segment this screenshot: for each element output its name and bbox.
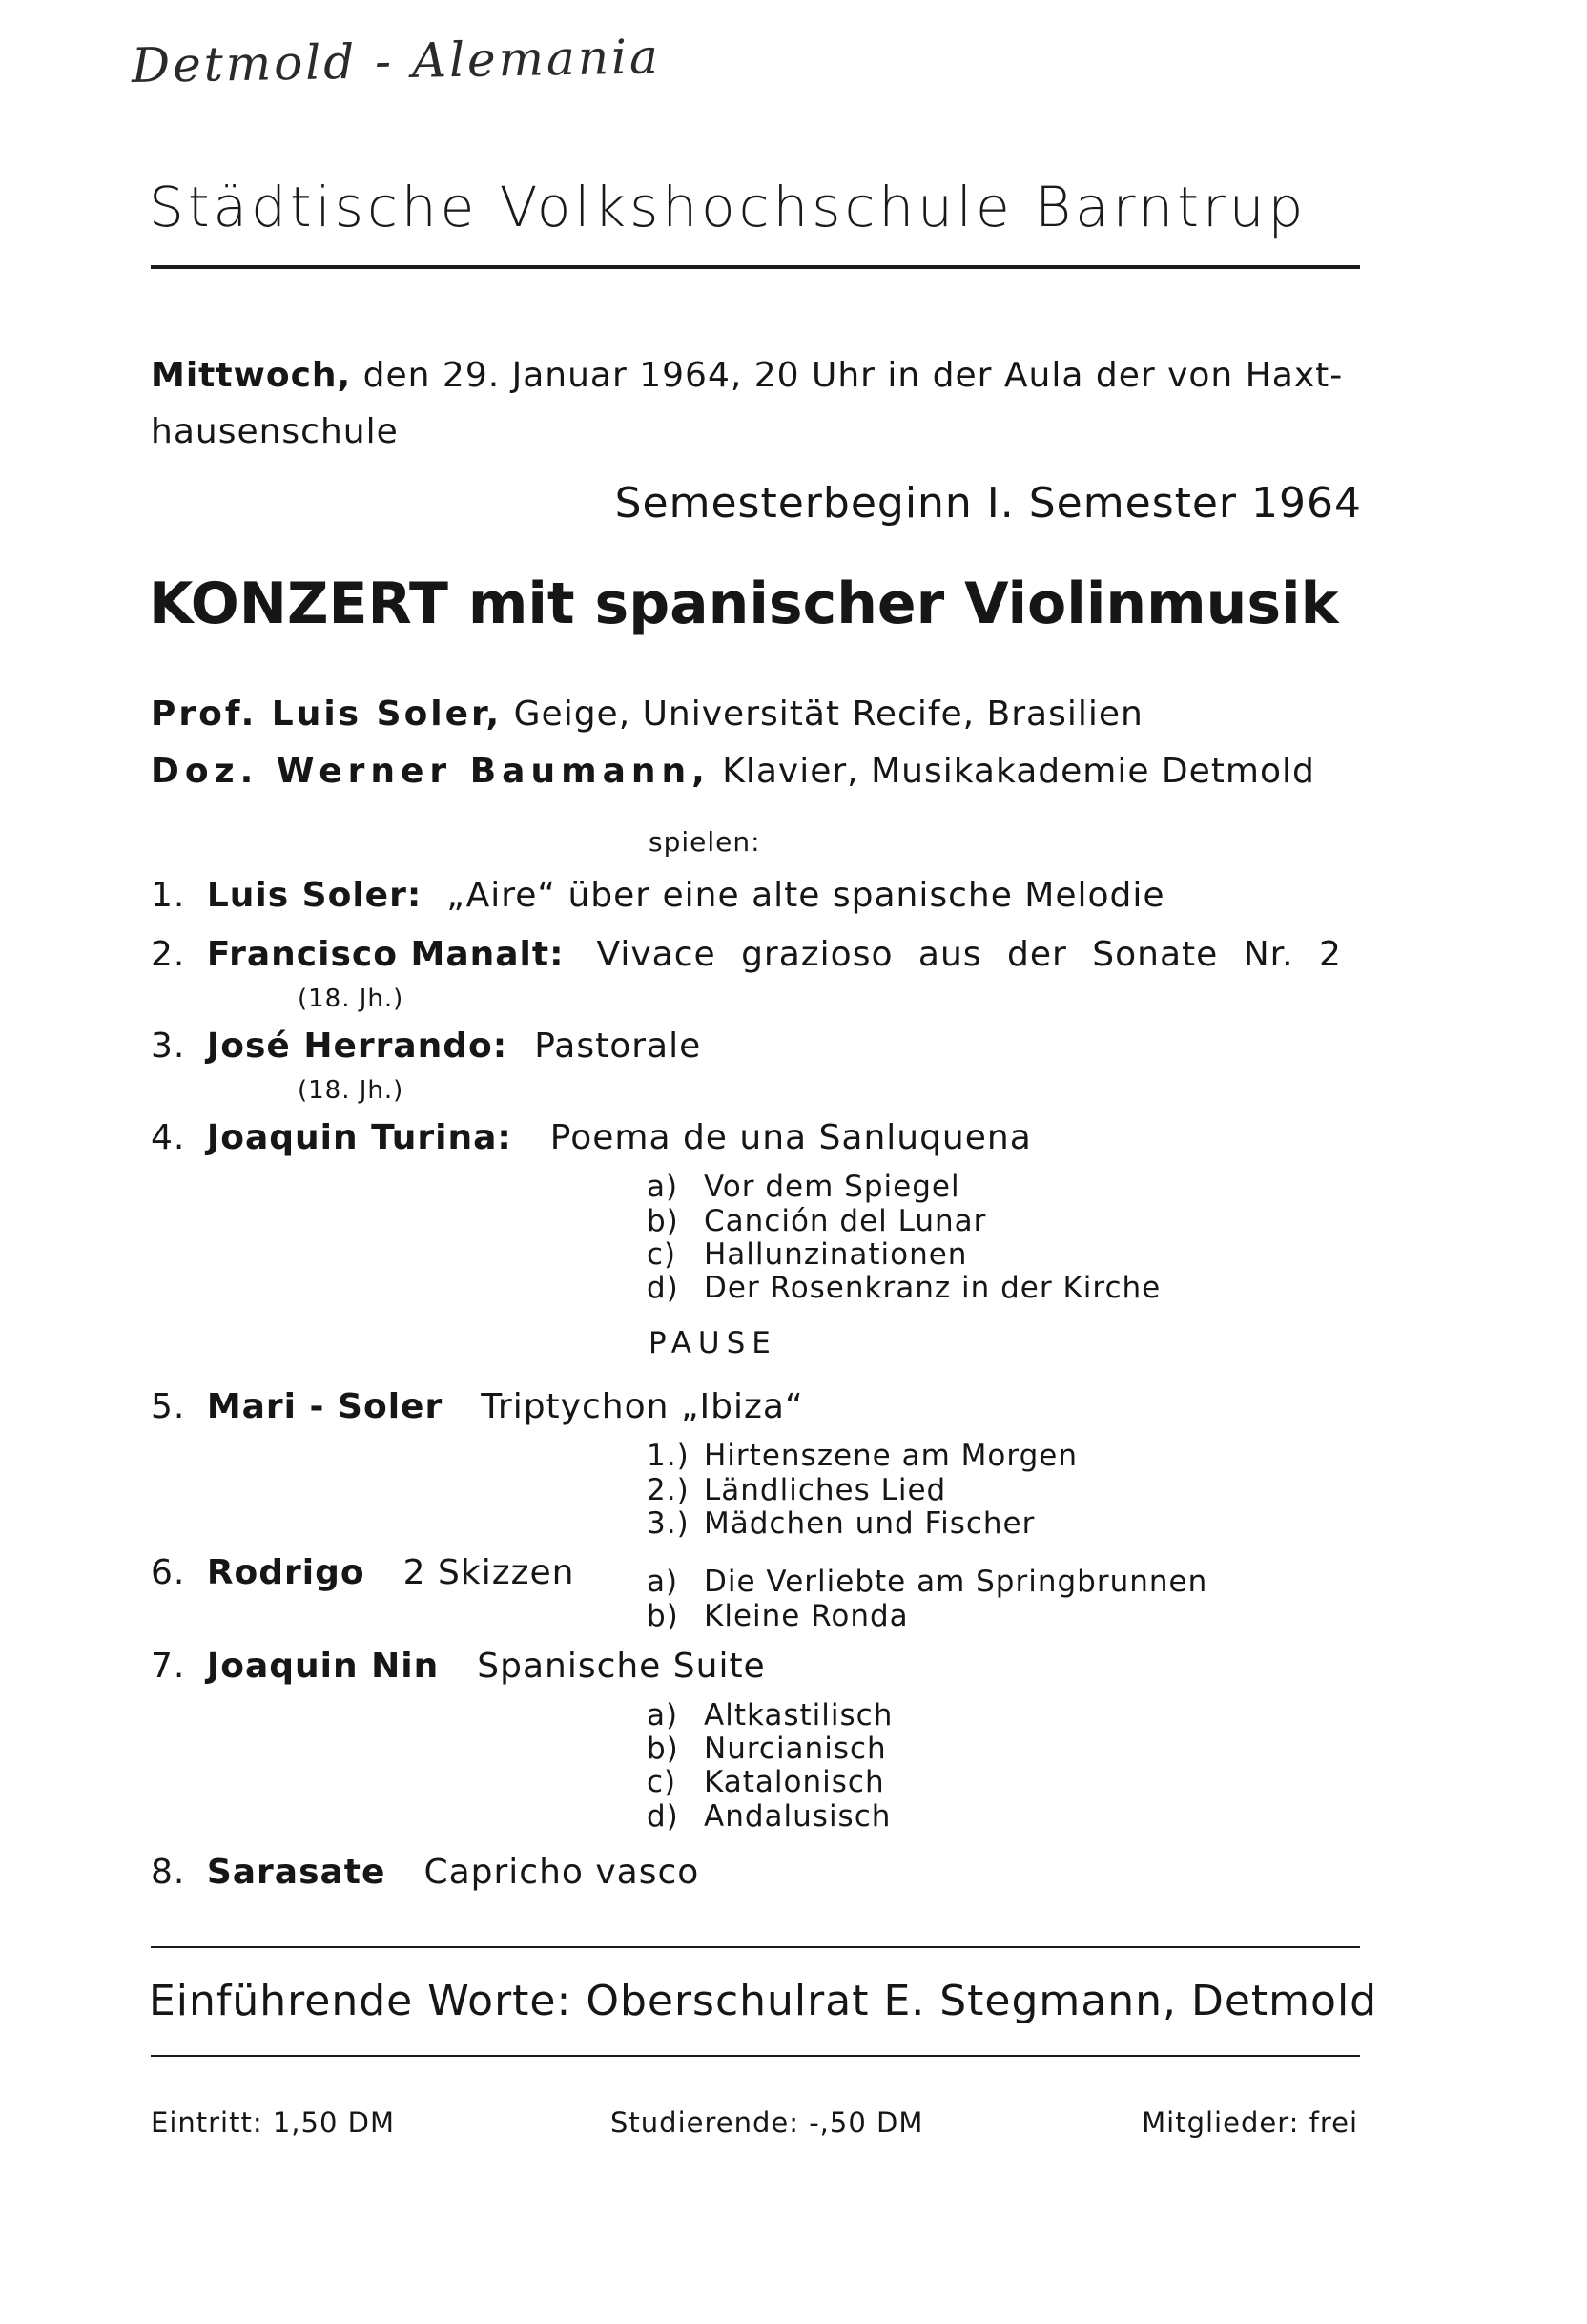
event-venue: hausenschule: [151, 412, 399, 451]
intro-line: Einführende Worte: Oberschulrat E. Stegmann, Detmold: [149, 1977, 1378, 2025]
item-7-part: [647, 1765, 885, 1799]
part-label: c): [647, 1237, 677, 1272]
page-title: Städtische Volkshochschule Barntrup: [149, 175, 1308, 239]
item-work: Vivace grazioso aus der Sonate Nr. 2: [596, 935, 1342, 974]
item-4-part: [647, 1237, 967, 1272]
semester-line: Semesterbeginn I. Semester 1964: [614, 479, 1362, 528]
item-7-part: [647, 1698, 893, 1733]
part-text: Altkastilisch: [704, 1698, 894, 1733]
item-4-part: [647, 1170, 960, 1204]
item-work: Capricho vasco: [423, 1853, 700, 1892]
item-work: Triptychon „Ibiza“: [481, 1387, 804, 1426]
item-composer: Joaquin Nin: [206, 1647, 440, 1686]
item-composer: Mari - Soler: [206, 1387, 443, 1426]
concert-title: KONZERT mit spanischer Violinmusik: [149, 571, 1339, 637]
program-item-3: [151, 1027, 701, 1066]
item-5-part: [647, 1439, 1078, 1473]
item-number: 5.: [151, 1387, 186, 1426]
event-day: Mittwoch,: [151, 356, 352, 395]
item-7-part: [647, 1732, 887, 1766]
item-number: 6.: [151, 1553, 186, 1592]
part-text: Die Verliebte am Springbrunnen: [704, 1565, 1208, 1599]
item-work: Poema de una Sanluquena: [549, 1118, 1032, 1157]
part-label: a): [647, 1698, 679, 1733]
item-work: Pastorale: [534, 1027, 702, 1066]
program-item-1: [151, 876, 1165, 915]
item-number: 8.: [151, 1853, 186, 1892]
item-2-note: (18. Jh.): [298, 985, 404, 1013]
part-text: Nurcianisch: [704, 1732, 887, 1766]
part-label: d): [647, 1799, 679, 1834]
event-when: den 29. Januar 1964, 20 Uhr in der Aula der von Haxt-: [351, 356, 1344, 395]
item-composer: Joaquin Turina:: [206, 1118, 512, 1157]
item-3-note: (18. Jh.): [298, 1076, 404, 1105]
part-text: Der Rosenkranz in der Kirche: [704, 1271, 1162, 1305]
part-label: b): [647, 1204, 679, 1238]
program-item-8: [151, 1853, 699, 1892]
item-work: 2 Skizzen: [402, 1553, 575, 1592]
program-item-4: [151, 1118, 1032, 1157]
part-text: Hirtenszene am Morgen: [704, 1439, 1078, 1473]
program-item-2: [151, 935, 1342, 974]
item-number: 2.: [151, 935, 186, 974]
spielen-label: spielen:: [649, 826, 761, 858]
pause-label: PAUSE: [649, 1326, 777, 1360]
performer-detail: Klavier, Musikakademie Detmold: [710, 752, 1315, 791]
performer-soler: [151, 695, 1144, 734]
item-number: 1.: [151, 876, 186, 915]
program-item-7: [151, 1647, 766, 1686]
part-label: a): [647, 1565, 679, 1599]
handwritten-note: Detmold - Alemania: [131, 29, 662, 93]
item-composer: Luis Soler:: [206, 876, 423, 915]
item-4-part: [647, 1271, 1161, 1305]
part-text: Hallunzinationen: [704, 1237, 968, 1272]
part-label: c): [647, 1765, 677, 1799]
part-label: b): [647, 1599, 679, 1633]
item-work: Spanische Suite: [477, 1647, 766, 1686]
item-7-part: [647, 1799, 891, 1834]
footer-mitglieder: Mitglieder: frei: [1142, 2106, 1358, 2139]
event-date-line: [151, 356, 1343, 395]
intro-top-divider: [151, 1946, 1360, 1948]
part-text: Mädchen und Fischer: [704, 1506, 1036, 1541]
part-label: b): [647, 1732, 679, 1766]
item-composer: Sarasate: [206, 1853, 386, 1892]
item-number: 4.: [151, 1118, 186, 1157]
part-text: Vor dem Spiegel: [704, 1170, 960, 1204]
item-5-part: [647, 1506, 1035, 1541]
item-number: 3.: [151, 1027, 186, 1066]
item-5-part: [647, 1473, 946, 1507]
performer-name: Doz. Werner Baumann,: [151, 752, 711, 791]
part-text: Kleine Ronda: [704, 1599, 909, 1633]
part-label: 1.): [647, 1439, 690, 1473]
performer-name: Prof. Luis Soler,: [151, 695, 503, 734]
performer-detail: Geige, Universität Recife, Brasilien: [502, 695, 1144, 734]
item-6-part: [647, 1565, 1207, 1599]
program-item-5: [151, 1387, 804, 1426]
item-composer: Rodrigo: [206, 1553, 365, 1592]
part-label: 2.): [647, 1473, 690, 1507]
item-composer: José Herrando:: [206, 1027, 508, 1066]
part-text: Canción del Lunar: [704, 1204, 987, 1238]
part-label: d): [647, 1271, 679, 1305]
part-text: Katalonisch: [704, 1765, 885, 1799]
part-text: Ländliches Lied: [704, 1473, 947, 1507]
item-composer: Francisco Manalt:: [206, 935, 565, 974]
part-text: Andalusisch: [704, 1799, 892, 1834]
part-label: 3.): [647, 1506, 690, 1541]
part-label: a): [647, 1170, 679, 1204]
footer-studierende: Studierende: -,50 DM: [610, 2106, 924, 2139]
item-6-part: [647, 1599, 909, 1633]
program-item-6: [151, 1553, 574, 1592]
title-divider: [151, 265, 1360, 269]
performer-baumann: [151, 752, 1315, 791]
item-number: 7.: [151, 1647, 186, 1686]
footer-eintritt: Eintritt: 1,50 DM: [151, 2106, 395, 2139]
intro-bottom-divider: [151, 2055, 1360, 2057]
item-4-part: [647, 1204, 986, 1238]
item-work: „Aire“ über eine alte spanische Melodie: [446, 876, 1165, 915]
